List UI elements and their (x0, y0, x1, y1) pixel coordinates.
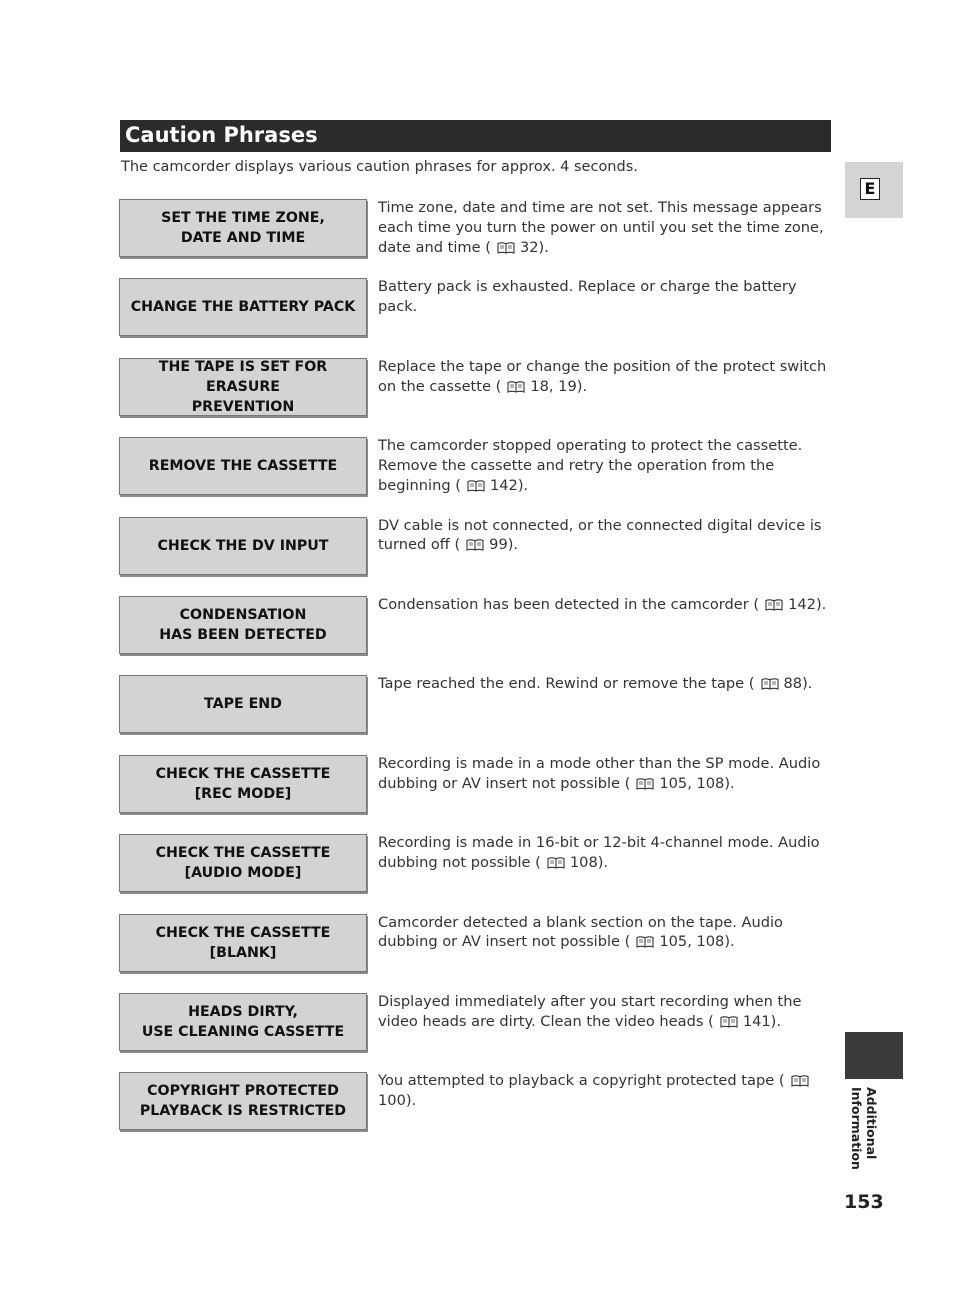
description-text: Displayed immediately after you start recording when the video heads are dirty. Clean the video heads ( (378, 992, 802, 1030)
book-reference-icon (761, 676, 779, 688)
phrase-row (119, 357, 831, 436)
phrase-row (119, 913, 831, 992)
book-reference-icon (791, 1073, 809, 1085)
book-reference-icon (720, 1014, 738, 1026)
description-text: DV cable is not connected, or the connected digital device is turned off ( (378, 516, 822, 554)
section-label-text: Additional Information (849, 1087, 879, 1170)
description-text: The camcorder stopped operating to protect the cassette. Remove the cassette and retry the operation from the beginning ( (378, 437, 803, 494)
phrase-description (378, 1071, 834, 1111)
caution-phrase-box: CHECK THE CASSETTE [BLANK] (119, 914, 367, 972)
description-text: Tape reached the end. Rewind or remove the tape ( (378, 675, 755, 693)
phrase-description (378, 833, 834, 873)
phrase-description (378, 674, 834, 694)
page-reference: 32). (519, 238, 549, 256)
book-reference-icon (497, 240, 515, 252)
caution-phrase-box: CHANGE THE BATTERY PACK (119, 278, 367, 336)
description-text: Recording is made in 16-bit or 12-bit 4-channel mode. Audio dubbing not possible ( (378, 834, 820, 871)
description-text: Condensation has been detected in the camcorder ( (378, 595, 760, 613)
book-reference-icon (636, 934, 654, 946)
caution-phrase-box: REMOVE THE CASSETTE (119, 437, 367, 495)
description-text: Recording is made in a mode other than the SP mode. Audio dubbing or AV insert not possible ( (378, 754, 821, 792)
page-reference: 141). (742, 1012, 781, 1030)
page-reference: 108). (569, 853, 609, 871)
caution-phrase-box: CONDENSATION HAS BEEN DETECTED (119, 596, 367, 654)
phrase-description (378, 913, 834, 953)
caution-phrase-box: CHECK THE CASSETTE [AUDIO MODE] (119, 834, 367, 892)
phrase-row (119, 277, 831, 356)
page-reference: 99). (489, 536, 519, 554)
phrase-description (378, 198, 834, 257)
language-tab-letter: E (860, 178, 880, 200)
phrase-row (119, 198, 831, 277)
caution-phrase-box: SET THE TIME ZONE, DATE AND TIME (119, 199, 367, 257)
page-reference: 142). (489, 476, 529, 494)
caution-phrase-list (119, 198, 831, 1151)
phrase-description (378, 357, 834, 397)
phrase-description (378, 754, 834, 794)
caution-phrase-box: CHECK THE DV INPUT (119, 517, 367, 575)
phrase-description (378, 595, 834, 615)
page-title: Caution Phrases (120, 120, 831, 152)
page-reference: 142). (788, 595, 827, 613)
book-reference-icon (636, 776, 654, 788)
phrase-row (119, 833, 831, 912)
page-reference: 18, 19). (530, 377, 588, 395)
caution-phrase-box: HEADS DIRTY, USE CLEANING CASSETTE (119, 993, 367, 1051)
caution-phrase-box: COPYRIGHT PROTECTED PLAYBACK IS RESTRICTED (119, 1072, 367, 1130)
description-text: Camcorder detected a blank section on the tape. Audio dubbing or AV insert not possible ( (378, 913, 783, 951)
book-reference-icon (466, 537, 484, 549)
book-reference-icon (765, 597, 783, 609)
book-reference-icon (547, 855, 565, 867)
description-text: Battery pack is exhausted. Replace or charge the battery pack. (378, 278, 797, 316)
phrase-description (378, 992, 834, 1032)
phrase-description (378, 516, 834, 556)
description-text: Time zone, date and time are not set. This message appears each time you turn the power on until you set the time zone, date and time ( (378, 199, 824, 256)
section-tab (845, 1032, 903, 1079)
phrase-row (119, 674, 831, 753)
language-tab (845, 162, 903, 218)
book-reference-icon (507, 379, 525, 391)
page-reference: 88). (783, 675, 813, 693)
phrase-description (378, 277, 834, 317)
book-reference-icon (467, 478, 485, 490)
intro-text: The camcorder displays various caution phrases for approx. 4 seconds. (121, 159, 638, 175)
page-number: 153 (844, 1191, 884, 1213)
description-text: Replace the tape or change the position of the protect switch on the cassette ( (378, 357, 827, 395)
caution-phrase-box: CHECK THE CASSETTE [REC MODE] (119, 755, 367, 813)
phrase-row (119, 436, 831, 515)
phrase-row (119, 516, 831, 595)
caution-phrase-box: TAPE END (119, 675, 367, 733)
phrase-row (119, 595, 831, 674)
page-reference: 100). (378, 1092, 417, 1110)
page-reference: 105, 108). (659, 933, 735, 951)
caution-phrase-box: THE TAPE IS SET FOR ERASURE PREVENTION (119, 358, 367, 416)
phrase-description (378, 436, 834, 495)
description-text: You attempted to playback a copyright protected tape ( (378, 1072, 785, 1090)
phrase-row (119, 992, 831, 1071)
phrase-row (119, 1071, 831, 1150)
page-reference: 105, 108). (659, 774, 735, 792)
phrase-row (119, 754, 831, 833)
section-label (845, 1087, 879, 1171)
